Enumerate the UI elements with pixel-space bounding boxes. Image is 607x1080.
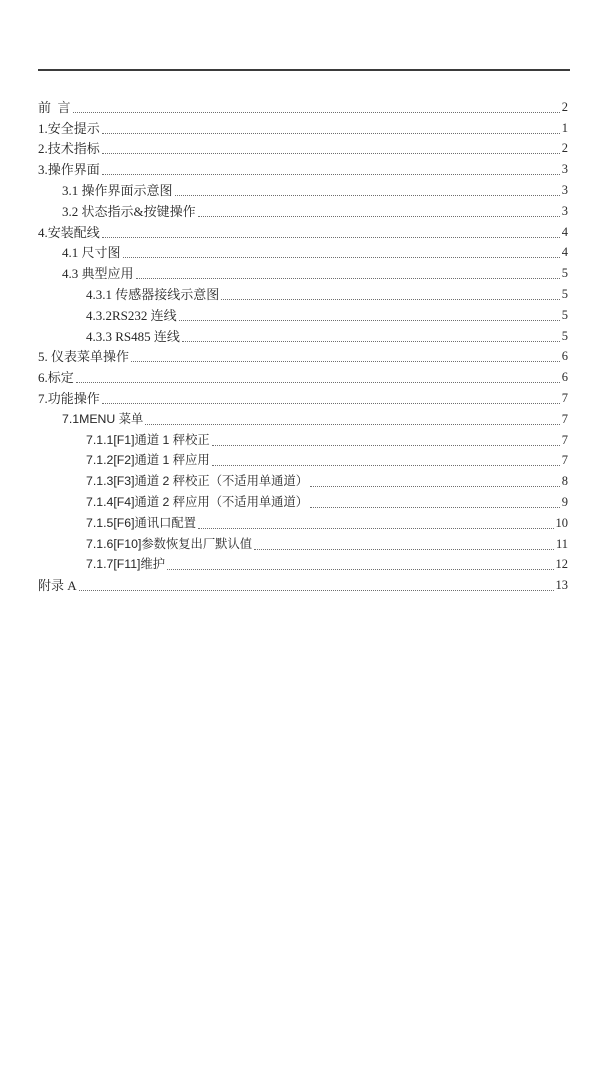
toc-entry[interactable] [38, 158, 568, 179]
toc-entry[interactable] [38, 533, 568, 554]
toc-entry[interactable] [38, 242, 568, 263]
toc-page-number: 4 [561, 245, 568, 260]
toc-entry[interactable] [38, 262, 568, 283]
toc-entry[interactable] [38, 96, 568, 117]
toc-entry-label: 3.1 操作界面示意图 [62, 182, 173, 198]
toc-dot-leader [175, 195, 560, 196]
toc-entry[interactable] [38, 554, 568, 575]
toc-entry[interactable] [38, 179, 568, 200]
toc-entry[interactable] [38, 491, 568, 512]
toc-entry[interactable] [38, 408, 568, 429]
toc-dot-leader [76, 382, 560, 383]
toc-entry-label: 4.3.3 RS485 连线 [86, 328, 180, 344]
toc-dot-leader [145, 424, 559, 425]
toc-entry-label: 7.1.7[F11]维护 [86, 557, 166, 572]
toc-dot-leader [254, 549, 554, 550]
toc-entry-label: 7.1.5[F6]通讯口配置 [86, 515, 197, 530]
toc-page-number: 7 [561, 390, 568, 405]
toc-dot-leader [310, 486, 560, 487]
toc-dot-leader [102, 153, 560, 154]
toc-entry[interactable] [38, 221, 568, 242]
toc-entry-label: 7.1.1[F1]通道 1 秤校正 [86, 432, 210, 447]
toc-page-number: 3 [561, 182, 568, 197]
toc-entry-label: 2.技术指标 [38, 141, 100, 157]
toc-dot-leader [136, 278, 560, 279]
toc-dot-leader [212, 445, 560, 446]
toc-entry-label: 4.3 典型应用 [62, 266, 134, 282]
toc-entry-label: 5. 仪表菜单操作 [38, 349, 130, 365]
toc-entry-label: 4.3.2RS232 连线 [86, 307, 177, 323]
toc-dot-leader [73, 112, 560, 113]
toc-entry[interactable] [38, 387, 568, 408]
toc-dot-leader [221, 299, 559, 300]
toc-page-number: 13 [555, 578, 568, 593]
toc-entry[interactable] [38, 346, 568, 367]
toc-entry-label: 7.1MENU 菜单 [62, 411, 144, 426]
toc-dot-leader [102, 403, 560, 404]
toc-dot-leader [198, 216, 560, 217]
toc-entry-label: 4.1 尺寸图 [62, 245, 121, 261]
toc-dot-leader [212, 465, 560, 466]
toc-page-number: 2 [561, 99, 568, 114]
toc-entry-label: 前 言 [38, 99, 71, 115]
toc-page-number: 3 [561, 162, 568, 177]
toc-page-number: 2 [561, 141, 568, 156]
toc-dot-leader [182, 341, 560, 342]
toc-entry[interactable] [38, 429, 568, 450]
toc-page-number: 6 [561, 349, 568, 364]
toc-entry[interactable] [38, 283, 568, 304]
toc-entry-label: 3.操作界面 [38, 162, 100, 178]
toc-page-number: 7 [561, 411, 568, 426]
toc-dot-leader [198, 528, 553, 529]
toc-entry-label: 3.2 状态指示&按键操作 [62, 203, 196, 219]
toc-entry-label: 7.1.3[F3]通道 2 秤校正（不适用单通道） [86, 474, 309, 489]
toc-dot-leader [167, 569, 553, 570]
toc-entry-label: 1.安全提示 [38, 120, 100, 136]
toc-dot-leader [131, 361, 560, 362]
toc-page-number: 3 [561, 203, 568, 218]
toc-page-number: 5 [561, 286, 568, 301]
toc-dot-leader [79, 590, 554, 591]
toc-dot-leader [102, 133, 560, 134]
toc-entry[interactable] [38, 138, 568, 159]
toc-entry-label: 6.标定 [38, 370, 74, 386]
toc-page-number: 7 [561, 432, 568, 447]
toc-entry[interactable] [38, 512, 568, 533]
toc-page-number: 11 [555, 536, 568, 551]
toc-page-number: 8 [561, 474, 568, 489]
toc-entry[interactable] [38, 450, 568, 471]
toc-entry-label: 7.1.2[F2]通道 1 秤应用 [86, 453, 210, 468]
toc-page-number: 7 [561, 453, 568, 468]
toc-dot-leader [123, 257, 560, 258]
toc-page-number: 5 [561, 307, 568, 322]
toc-dot-leader [102, 174, 560, 175]
toc-dot-leader [102, 237, 560, 238]
toc-entry-label: 7.功能操作 [38, 390, 100, 406]
toc-page-number: 9 [561, 494, 568, 509]
toc-dot-leader [179, 320, 560, 321]
toc-entry-label: 4.3.1 传感器接线示意图 [86, 286, 220, 302]
toc-entry-label: 4.安装配线 [38, 224, 100, 240]
toc-page-number: 1 [561, 120, 568, 135]
toc-entry[interactable] [38, 304, 568, 325]
toc-page-number: 10 [555, 515, 568, 530]
toc-entry-label: 7.1.6[F10]参数恢复出厂默认值 [86, 536, 253, 551]
toc-page-number: 5 [561, 328, 568, 343]
toc-entry[interactable] [38, 325, 568, 346]
toc-entry-label: 7.1.4[F4]通道 2 秤应用（不适用单通道） [86, 494, 309, 509]
toc-dot-leader [310, 507, 560, 508]
toc-entry-label: 附录 A [38, 578, 77, 594]
toc-entry[interactable] [38, 366, 568, 387]
toc-entry[interactable] [38, 117, 568, 138]
toc-entry[interactable] [38, 470, 568, 491]
toc-page-number: 12 [555, 557, 568, 572]
table-of-contents [38, 96, 568, 595]
header-divider-rule [38, 69, 570, 71]
toc-entry[interactable] [38, 200, 568, 221]
toc-page-number: 6 [561, 370, 568, 385]
toc-page-number: 4 [561, 224, 568, 239]
toc-page-number: 5 [561, 266, 568, 281]
toc-entry[interactable] [38, 574, 568, 595]
